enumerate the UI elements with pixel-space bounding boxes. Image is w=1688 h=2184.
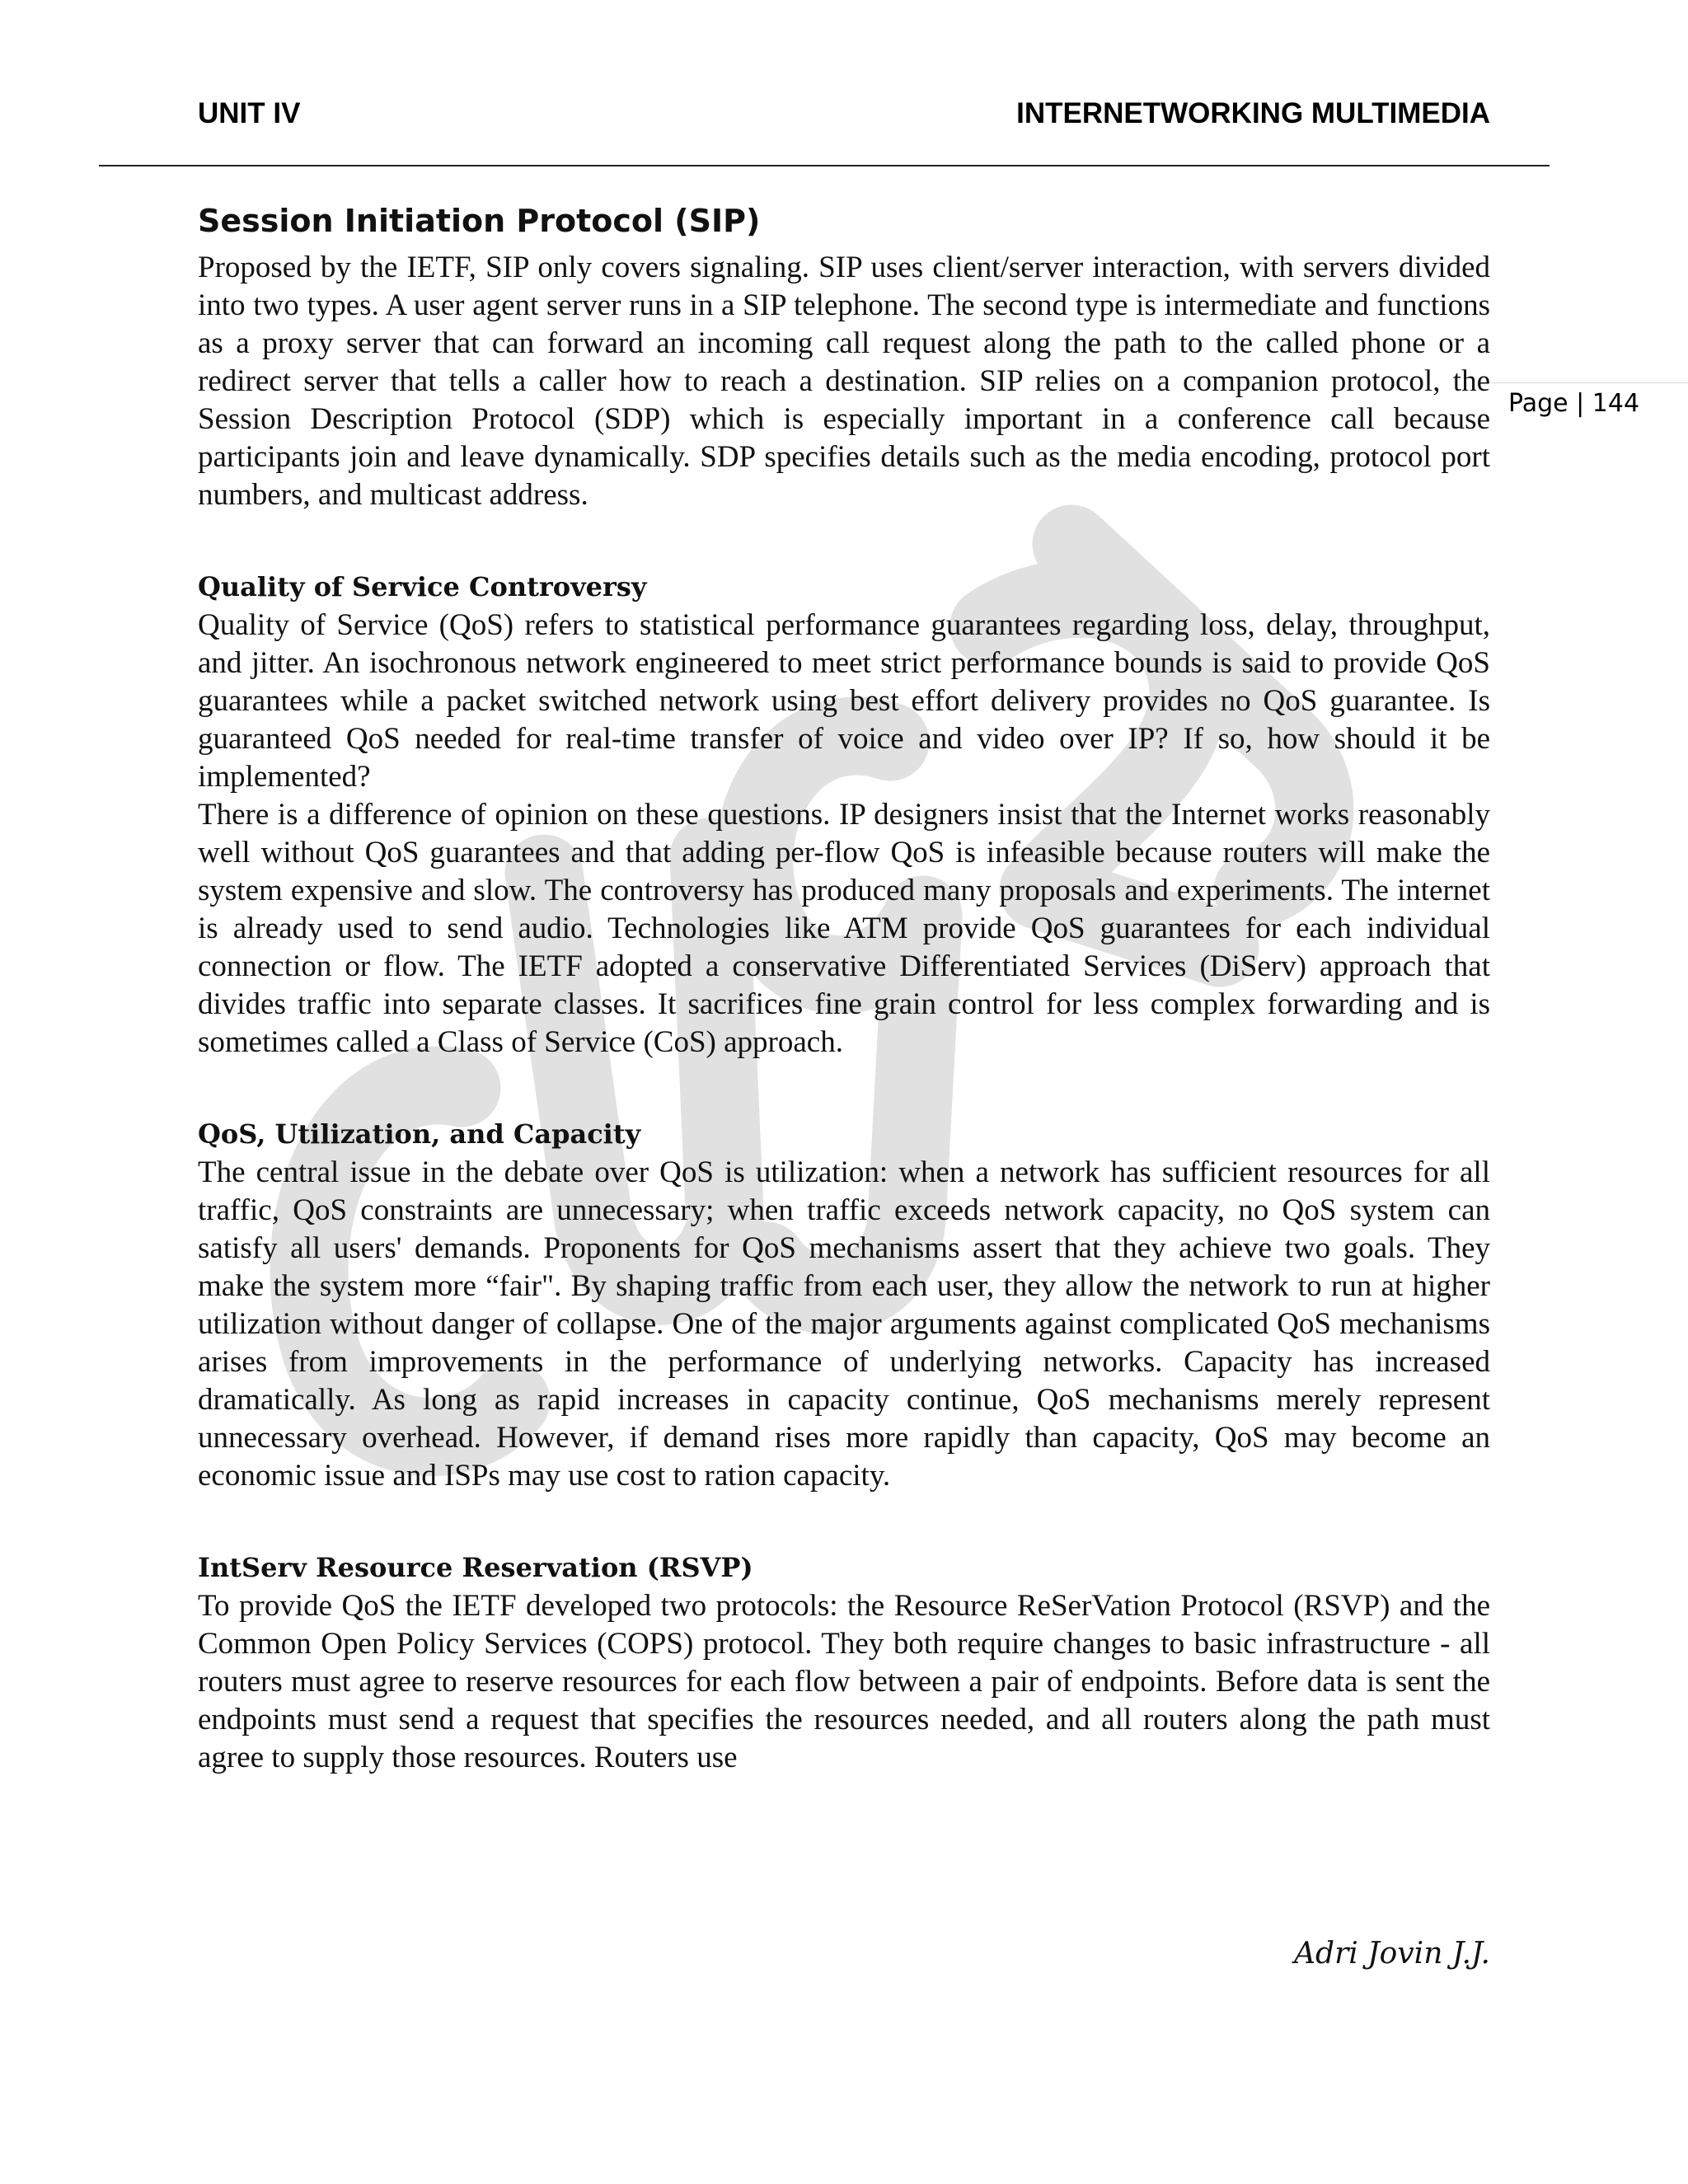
section-title-intserv-rsvp: IntServ Resource Reservation (RSVP) [198,1552,753,1583]
paragraph-intserv-rsvp: To provide QoS the IETF developed two protocols: the Resource ReSerVation Protocol (RSVP) and the Common Open Policy Services (COPS) protocol. They both require changes to basic infrastructure - all routers must agree to reserve resources for each flow between a pair of endpoints. Before data is sent the endpoints must send a request that specifies the resources needed, and all routers along the path must agree to supply those resources. Routers use [198,1589,1490,1774]
header-topic: INTERNETWORKING MULTIMEDIA [1016,97,1490,129]
section-title-sip: Session Initiation Protocol (SIP) [198,203,761,239]
paragraph-sip: Proposed by the IETF, SIP only covers signaling. SIP uses client/server interaction, with servers divided into two types. A user agent server runs in a SIP telephone. The second type is intermediate and functions as a proxy server that can forward an incoming call request along the path to the called phone or a redirect server that tells a caller how to reach a destination. SIP relies on a companion protocol, the Session Description Protocol (SDP) which is especially important in a conference call because participants join and leave dynamically. SDP specifies details such as the media encoding, protocol port numbers, and multicast address. [198,251,1490,512]
header-divider [99,165,1550,166]
page-number: Page | 144 [1508,389,1640,418]
page-number-divider [1490,382,1688,383]
section-title-qos-utilization: QoS, Utilization, and Capacity [198,1118,641,1150]
header-unit: UNIT IV [198,97,301,129]
paragraph-qos-opinion: There is a difference of opinion on these questions. IP designers insist that the Internet works reasonably well without QoS guarantees and that adding per-flow QoS is infeasible because routers will make the system expensive and slow. The controversy has produced many proposals and experiments. The internet is already used to send audio. Technologies like ATM provide QoS guarantees for each individual connection or flow. The IETF adopted a conservative Differentiated Services (DiServ) approach that divides traffic into separate classes. It sacrifices fine grain control for less complex forwarding and is sometimes called a Class of Service (CoS) approach. [198,798,1490,1059]
paragraph-qos-definition: Quality of Service (QoS) refers to statistical performance guarantees regarding loss, delay, throughput, and jitter. An isochronous network engineered to meet strict performance bounds is said to provide QoS guarantees while a packet switched network using best effort delivery provides no QoS guarantee. Is guaranteed QoS needed for real-time transfer of voice and video over IP? If so, how should it be implemented? [198,608,1490,794]
paragraph-qos-utilization: The central issue in the debate over QoS is utilization: when a network has sufficient resources for all traffic, QoS constraints are unnecessary; when traffic exceeds network capacity, no QoS system can satisfy all users' demands. Proponents for QoS mechanisms assert that they achieve two goals. They make the system more “fair". By shaping traffic from each user, they allow the network to run at higher utilization without danger of collapse. One of the major arguments against complicated QoS mechanisms arises from improvements in the performance of underlying networks. Capacity has increased dramatically. As long as rapid increases in capacity continue, QoS mechanisms merely represent unnecessary overhead. However, if demand rises more rapidly than capacity, QoS may become an economic issue and ISPs may use cost to ration capacity. [198,1155,1490,1493]
section-title-qos-controversy: Quality of Service Controversy [198,571,647,602]
page-content [198,198,1490,1777]
page-header [198,97,1490,130]
author-signature: Adri Jovin J.J. [1294,1937,1490,1971]
